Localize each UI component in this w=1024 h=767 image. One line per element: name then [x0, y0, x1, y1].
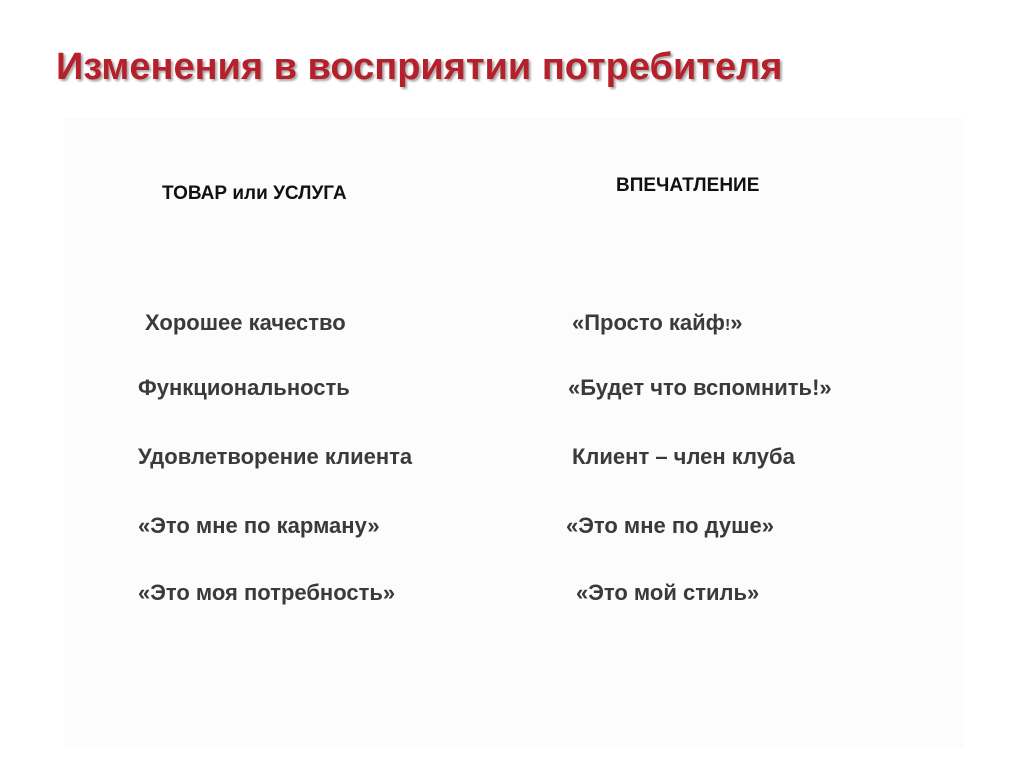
right-item-just-bliss — [572, 310, 743, 336]
right-item-just-bliss-exclamation: ! — [724, 317, 731, 334]
right-item-club-member: Клиент – член клуба — [572, 444, 795, 469]
right-item-just-bliss-close-quote: » — [730, 310, 743, 335]
slide-body-panel — [64, 118, 964, 748]
slide-title: Изменения в восприятии потребителя — [56, 46, 783, 88]
right-item-to-my-liking: «Это мне по душе» — [566, 513, 774, 538]
right-item-just-bliss-text: «Просто кайф — [572, 310, 725, 335]
left-item-affordable: «Это мне по карману» — [138, 513, 380, 538]
right-item-memorable: «Будет что вспомнить!» — [568, 375, 832, 400]
right-column-header: ВПЕЧАТЛЕНИЕ — [616, 175, 760, 196]
right-item-my-style: «Это мой стиль» — [576, 580, 760, 605]
left-item-quality: Хорошее качество — [145, 310, 346, 335]
left-item-my-need: «Это моя потребность» — [138, 580, 396, 605]
left-item-client-satisfaction: Удовлетворение клиента — [138, 444, 413, 469]
left-column-header: ТОВАР или УСЛУГА — [162, 183, 347, 204]
left-item-functionality: Функциональность — [138, 375, 350, 400]
